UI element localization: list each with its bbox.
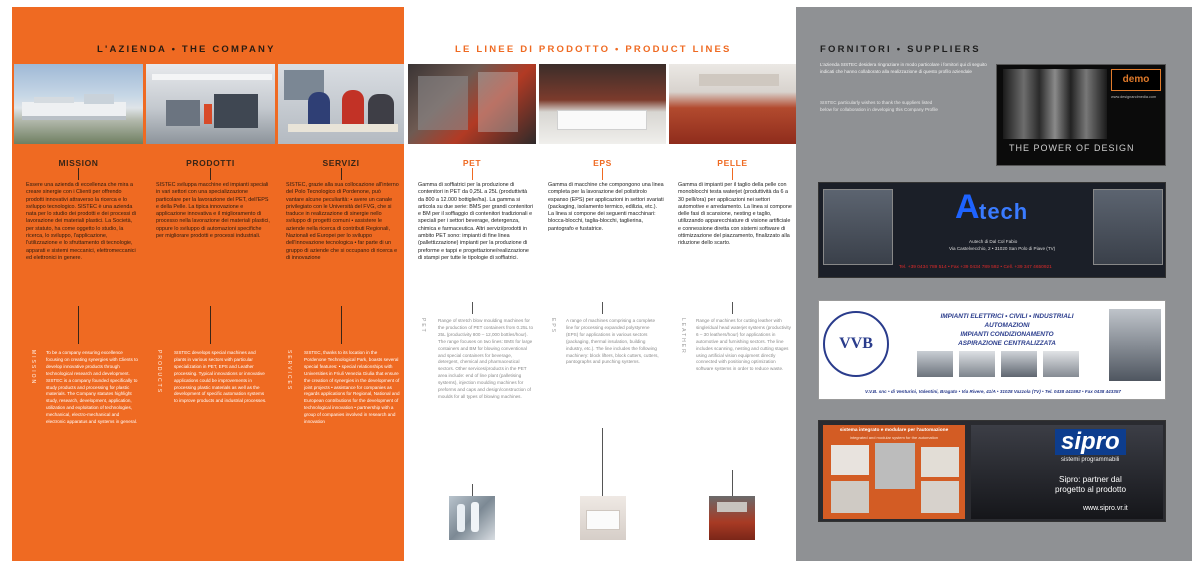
pelle-thumb-line bbox=[732, 470, 733, 496]
vvb-line-3: IMPIANTI CONDIZIONAMENTO bbox=[960, 331, 1054, 338]
sipro-slogan-line-1: Sipro: partner dal bbox=[1059, 475, 1122, 484]
mission-side-label: MISSION bbox=[30, 350, 36, 386]
suppliers-intro-en: SISTEC particularly wishes to thank the suppliers listed below for collaboration in developing this Company Profile bbox=[820, 100, 938, 112]
services-heading-line bbox=[341, 168, 342, 180]
eps-machine-photo bbox=[539, 64, 666, 144]
mission-text-en: To be a company ensuring excellence focusing on creating synergies with Clients to develop innovative products through technological research and development. SISTEC is a company founded specifically to study products and processing for plastic materials. The Company statutes highlight study, research, development, application, utilization and exploitation of technologies, mechanical, electro-mechanical and electronic apparatus and systems in general. bbox=[46, 350, 138, 425]
autech-right-cabinet bbox=[1093, 189, 1163, 265]
autech-left-cabinet bbox=[823, 189, 893, 265]
services-text-it: SISTEC, grazie alla sua collocazione all'interno del Polo Tecnologico di Pordenone, può vantare alcune peculiarità: • avere un canale privilegiato con le Università del FVG, che si traduce in realizzazione di sinergie nello sviluppo di progetti comuni • assistere le aziende nella ricerca di contributi Regionali, Nazionali ed Europei per lo sviluppo dell'innovazione tecnologica • far parte di un gruppo di aziende che si occupano di ricerca e di innovazione bbox=[286, 182, 399, 261]
sipro-equipment-1 bbox=[831, 445, 869, 475]
leather-side-label: LEATHER bbox=[680, 318, 686, 355]
pet-divider-line bbox=[472, 302, 473, 314]
vvb-photo-3 bbox=[1001, 351, 1037, 377]
demo-tagline: THE POWER OF DESIGN bbox=[1009, 143, 1135, 153]
pelle-heading-line bbox=[732, 168, 733, 180]
pelle-text-it: Gamma di impianti per il taglio della pelle con monoblocchi testa waterjet (produttività da 6 a 30 pelli/ora) per applicazioni nei settori automotive e arredamento. La linea si compone delle fasi di scansione, nesting e taglio, utilizzando apparecchiature di visione artificiale e connessione diretta con sistemi software di ottimizzazione del piazzamento, finalizzato alla riduzione dello scarto. bbox=[678, 182, 792, 247]
autech-logo: tech bbox=[979, 199, 1029, 224]
sipro-equipment-2 bbox=[875, 443, 915, 489]
products-divider-line bbox=[210, 306, 211, 344]
pet-machine-photo bbox=[408, 64, 536, 144]
vvb-photo-4 bbox=[1043, 351, 1079, 377]
sipro-slogan-line-2: progetto al prodotto bbox=[1055, 485, 1127, 494]
autech-contacts: Tel. +39 0434 789 514 • Fax +39 0434 789 592 • Cell. +39 347 4650921 bbox=[899, 265, 1052, 270]
vvb-line-1: IMPIANTI ELETTRICI • CIVILI • INDUSTRIALI bbox=[940, 313, 1074, 320]
autech-owner: Autech di Dal Col Fabio bbox=[969, 239, 1018, 244]
vvb-line-2: AUTOMAZIONI bbox=[984, 322, 1030, 329]
vvb-ad bbox=[818, 300, 1166, 400]
eps-thumb-line bbox=[602, 428, 603, 496]
sipro-banner-subtitle: integrated and modular system for the automation bbox=[849, 435, 939, 440]
eps-thumbnail bbox=[580, 496, 626, 540]
pet-text-it: Gamma di soffiatrici per la produzione di contenitori in PET da 0,25L a 25L (produttività da 800 a 12.000 bottiglie/ha). La gamma si articola su due serie: BMS per grandi contenitori e BM per il soffiaggio di contenitori tradizionali e speciali per i settori beverage, detergenza, chimica e farmaceutica. Altri servizi/prodotti in ambito PET sono: impianti di fine linea (pallettizzazione) impianti per la produzione di preforme e tappi e progettazione/realizzazione di stampi per tutte le tipologie di soffiatrici. bbox=[418, 182, 534, 261]
vvb-line-4: ASPIRAZIONE CENTRALIZZATA bbox=[958, 340, 1056, 347]
services-heading: SERVIZI bbox=[322, 158, 360, 168]
vvb-photo-5 bbox=[1109, 309, 1161, 381]
pelle-divider-line bbox=[732, 302, 733, 314]
company-building-photo bbox=[14, 64, 143, 144]
pet-thumb-line bbox=[472, 484, 473, 496]
eps-divider-line bbox=[602, 302, 603, 314]
demo-bottles-graphic bbox=[1003, 69, 1107, 139]
company-title: L'AZIENDA • THE COMPANY bbox=[97, 44, 276, 55]
pet-thumbnail bbox=[449, 496, 495, 540]
mission-text-it: Essere una azienda di eccellenza che mira a creare sinergie con i Clienti per offrendo prodotti innovativi attraverso la ricerca e lo sviluppo tecnologico. SISTEC è una azienda nata per lo studio dei prodotti e dei processi di lavorazione dei materiali plastici. La Società, per statuto, ha come oggetto lo studio, la ricerca, lo sviluppo, l'applicazione, l'utilizzazione e lo sfruttamento di tecnologie, apparati e sistemi meccanici, elettromeccanici ed elettronici in genere. bbox=[26, 182, 136, 261]
vvb-photo-2 bbox=[959, 351, 995, 377]
mission-divider-line bbox=[78, 306, 79, 344]
mission-heading: MISSION bbox=[58, 158, 99, 168]
sipro-ad bbox=[818, 420, 1166, 522]
demo-url: www.designandmedia.com bbox=[1111, 95, 1157, 99]
autech-address: Via Castelvecchio, 2 • 31020 San Polo di Piave (TV) bbox=[949, 246, 1056, 251]
sipro-banner-title: sistema integrato e modulare per l'automazione bbox=[839, 428, 949, 433]
suppliers-intro-it: L'azienda SISTEC desidera ringraziare in modo particolare i fornitori qui di seguito indicati che hanno collaborato alla realizzazione di questo profilo aziendale bbox=[820, 62, 987, 74]
products-heading: PRODOTTI bbox=[186, 158, 235, 168]
services-side-label: SERVICES bbox=[286, 350, 292, 392]
mission-heading-line bbox=[78, 168, 79, 180]
sipro-equipment-4 bbox=[831, 481, 869, 513]
sipro-banner bbox=[823, 425, 965, 519]
services-text-en: SISTEC, thanks to its location in the Pordenone Technological Park, boasts several special features: • special relationships with Universities in Friuli Venezia Giulia that ensure the creation of synergies in the development of joint projects • assistance for companies as regards applications for Regional, National and European contributions for the development of technological innovation • partnership with a group of companies involved in research and innovation bbox=[304, 350, 400, 425]
leather-machine-photo bbox=[669, 64, 796, 144]
suppliers-title: FORNITORI • SUPPLIERS bbox=[820, 44, 981, 55]
eps-heading: EPS bbox=[593, 158, 612, 168]
products-side-label: PRODUCTS bbox=[156, 350, 162, 395]
leather-thumbnail bbox=[709, 496, 755, 540]
eps-text-it: Gamma di macchine che compongono una linea completa per la lavorazione del polistirolo espanso (EPS) per applicazioni in settori svariati (packaging, isolamento termico, edilizia, etc.). La linea si compone dei seguenti macchinari: blocca-blocchi, taglia-blocchi, taglierina, pantografo e fustatrice. bbox=[548, 182, 664, 232]
products-heading-line bbox=[210, 168, 211, 180]
vvb-photo-1 bbox=[917, 351, 953, 377]
autech-logo-a: A bbox=[955, 188, 980, 226]
sipro-equipment-5 bbox=[921, 481, 959, 513]
pelle-heading: PELLE bbox=[717, 158, 748, 168]
sipro-equipment-3 bbox=[921, 447, 959, 477]
sipro-logo-box bbox=[971, 425, 1163, 519]
eps-text-en: A range of machines comprising a complete line for processing expanded polystyrene (EPS) for applications in various sectors (packaging, thermal insulation, building industry, etc.). The line includes the following machinery: block lifters, block cutters, cutters, pantographs and punching systems. bbox=[566, 318, 659, 365]
company-office-photo bbox=[278, 64, 404, 144]
pet-text-en: Range of stretch blow moulding machines for the production of PET containers from 0.25L to 25L (productivity 800 – 12,000 bottles/hour). The range focuses on two lines: BMS for large containers and BM for blowing conventional and special containers for beverage, detergent, chemical and pharmaceutical sectors. Other services/products in the PET area include: end of line plant (palletising systems), injection moulding machines for preforms and caps and design/construction of moulds for all types of blowing machines. bbox=[438, 318, 533, 399]
sipro-logo-subtitle: sistemi programmabili bbox=[1061, 457, 1120, 463]
products-title: LE LINEE DI PRODOTTO • PRODUCT LINES bbox=[455, 44, 732, 55]
autech-ad bbox=[818, 182, 1166, 278]
vvb-logo: VVB bbox=[823, 311, 889, 377]
sipro-logo: sipro bbox=[1055, 429, 1126, 455]
pet-side-label: PET bbox=[420, 318, 426, 334]
eps-heading-line bbox=[602, 168, 603, 180]
sipro-url: www.sipro.vr.it bbox=[1083, 505, 1128, 512]
products-text-it: SISTEC sviluppa macchine ed impianti speciali in vari settori con una specializzazione particolare per la lavorazione del PET, dell'EPS e della Pelle. La tipica innovazione e applicazione innovativa e il miglioramento di processo nella lavorazione dei materiali plastici, oppure lo sviluppo di automazioni specifiche per migliorare prodotti e processi industriali. bbox=[156, 182, 270, 240]
services-divider-line bbox=[341, 306, 342, 344]
demo-logo: demo bbox=[1111, 69, 1161, 91]
products-text-en: SISTEC develops special machines and plants in various sectors with particular specialization in PET, EPS and Leather processing. Typical innovations or innovative applications could be improvements in processing plastic materials as well as the development of specific automation systems to improve products and industrial processes. bbox=[174, 350, 267, 404]
company-workshop-photo bbox=[146, 64, 275, 144]
leather-text-en: Range of machines for cutting leather with single/dual head waterjet systems (productivity 6 – 30 leathers/hour) for applications in automotive and furnishing sectors. The line includes scanning, nesting and cutting stages using artificial vision equipment directly connected with positioning optimization software systems in order to reduce waste. bbox=[696, 318, 791, 372]
pet-heading: PET bbox=[462, 158, 482, 168]
demo-ad bbox=[996, 64, 1166, 166]
pet-heading-line bbox=[472, 168, 473, 180]
eps-side-label: EPS bbox=[550, 318, 556, 335]
vvb-footer: V.V.B. snc • di Venturini, Valentini, Bragato • Via Rivere, 41/A • 31028 Vazzola (TV) • Tel. 0438 441592 • Fax 0438 443357 bbox=[865, 389, 1121, 394]
